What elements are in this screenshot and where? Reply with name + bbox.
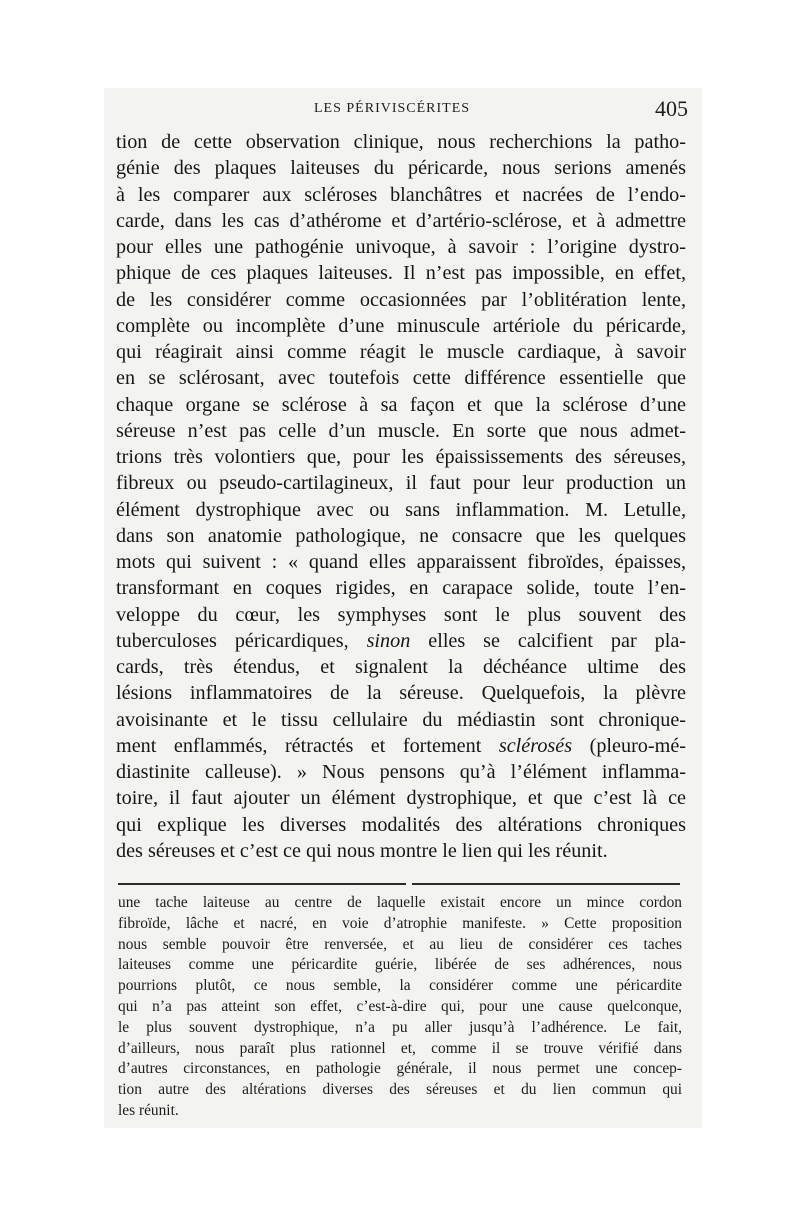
text-line: qui réagirait ainsi comme réagit le muscle cardiaque, à savoir: [116, 341, 686, 363]
text-line: dans son anatomie pathologique, ne consacre que les quelques: [116, 524, 686, 547]
footnote-line: d’autres circonstances, en pathologie générale, il nous permet une concep-: [118, 1060, 682, 1078]
italic-word: sinon: [366, 629, 411, 652]
text-line: cards, très étendus, et signalent la déchéance ultime des: [116, 656, 686, 678]
text-line-with-italic: [116, 733, 686, 759]
text-segment: tuberculoses péricardiques,: [116, 629, 349, 652]
text-line: de les considérer comme occasionnées par l’oblitération lente,: [116, 288, 686, 311]
text-line: lésions inflammatoires de la séreuse. Quelquefois, la plèvre: [116, 682, 686, 705]
footnote-line: tion autre des altérations diverses des séreuses et du lien commun qui: [118, 1081, 682, 1099]
text-line: transformant en coques rigides, en carapace solide, toute l’en-: [116, 577, 686, 600]
footnote-line: le plus souvent dystrophique, n’a pu aller jusqu’à l’adhérence. Le fait,: [118, 1018, 682, 1036]
text-line: tion de cette observation clinique, nous recherchions la patho-: [116, 131, 686, 153]
footnote-line: les réunit.: [118, 1101, 179, 1119]
footnote-line: qui n’a pas atteint son effet, c’est-à-dire qui, pour une cause quelconque,: [118, 997, 682, 1015]
text-line: à les comparer aux scléroses blanchâtres et nacrées de l’endo-: [116, 183, 686, 206]
text-line: élément dystrophique avec ou sans inflammation. M. Letulle,: [116, 498, 686, 521]
text-line: carde, dans les cas d’athérome et d’artério-sclérose, et à admettre: [116, 209, 686, 232]
text-line: toire, il faut ajouter un élément dystrophique, et que c’est là ce: [116, 787, 686, 810]
text-line: séreuse n’est pas celle d’un muscle. En sorte que nous admet-: [116, 419, 686, 442]
text-line: chaque organe se sclérose à sa façon et que la sclérose d’une: [116, 393, 686, 416]
running-title: LES PÉRIVISCÉRITES: [314, 101, 471, 116]
text-line: des séreuses et c’est ce qui nous montre le lien qui les réunit.: [116, 839, 608, 862]
footnote-separator-right: [412, 883, 680, 885]
footnote-line: d’ailleurs, nous paraît plus rationnel et, comme il se trouve vérifié dans: [118, 1039, 682, 1057]
text-line: complète ou incomplète d’une minuscule artériole du péricarde,: [116, 314, 686, 337]
text-line: en se sclérosant, avec toutefois cette différence essentielle que: [116, 367, 686, 390]
text-line: diastinite calleuse). » Nous pensons qu’à l’élément inflamma-: [116, 761, 686, 783]
footnote: [118, 893, 682, 1122]
text-line: mots qui suivent : « quand elles apparaissent fibroïdes, épaisses,: [116, 551, 686, 573]
text-line: qui explique les diverses modalités des altérations chroniques: [116, 813, 686, 836]
footnote-separator-left: [118, 883, 406, 885]
text-line: phique de ces plaques laiteuses. Il n’est pas impossible, en effet,: [116, 262, 686, 285]
body-paragraph: [116, 129, 686, 864]
footnote-line: fibroïde, lâche et nacré, en voie d’atrophie manifeste. » Cette proposition: [118, 914, 682, 932]
text-line: trions très volontiers que, pour les épaississements des séreuses,: [116, 446, 686, 468]
text-segment: (pleuro-mé-: [589, 734, 687, 757]
page-number: 405: [655, 96, 688, 121]
text-line: fibreux ou pseudo-cartilagineux, il faut pour leur production un: [116, 472, 686, 495]
footnote-line: une tache laiteuse au centre de laquelle existait encore un mince cordon: [118, 894, 682, 911]
running-head: [114, 96, 688, 122]
text-line: pour elles une pathogénie univoque, à savoir : l’origine dystro-: [116, 236, 686, 258]
italic-word: sclérosés: [498, 734, 573, 757]
text-line: veloppe du cœur, les symphyses sont le plus souvent des: [116, 603, 686, 626]
footnote-line: pourrions plutôt, ce nous semble, la considérer comme une péricardite: [118, 977, 682, 995]
footnote-line: laiteuses comme une péricardite guérie, libérée de ses adhérences, nous: [118, 956, 682, 974]
footnote-line: nous semble pouvoir être renversée, et au lieu de considérer ces taches: [118, 935, 682, 953]
text-line-with-italic: [116, 628, 686, 654]
text-line: avoisinante et le tissu cellulaire du médiastin sont chronique-: [116, 708, 686, 731]
text-segment: ment enflammés, rétractés et fortement: [116, 734, 482, 757]
text-segment: elles se calcifient par pla-: [428, 629, 687, 652]
text-line: génie des plaques laiteuses du péricarde, nous serions amenés: [116, 157, 686, 180]
